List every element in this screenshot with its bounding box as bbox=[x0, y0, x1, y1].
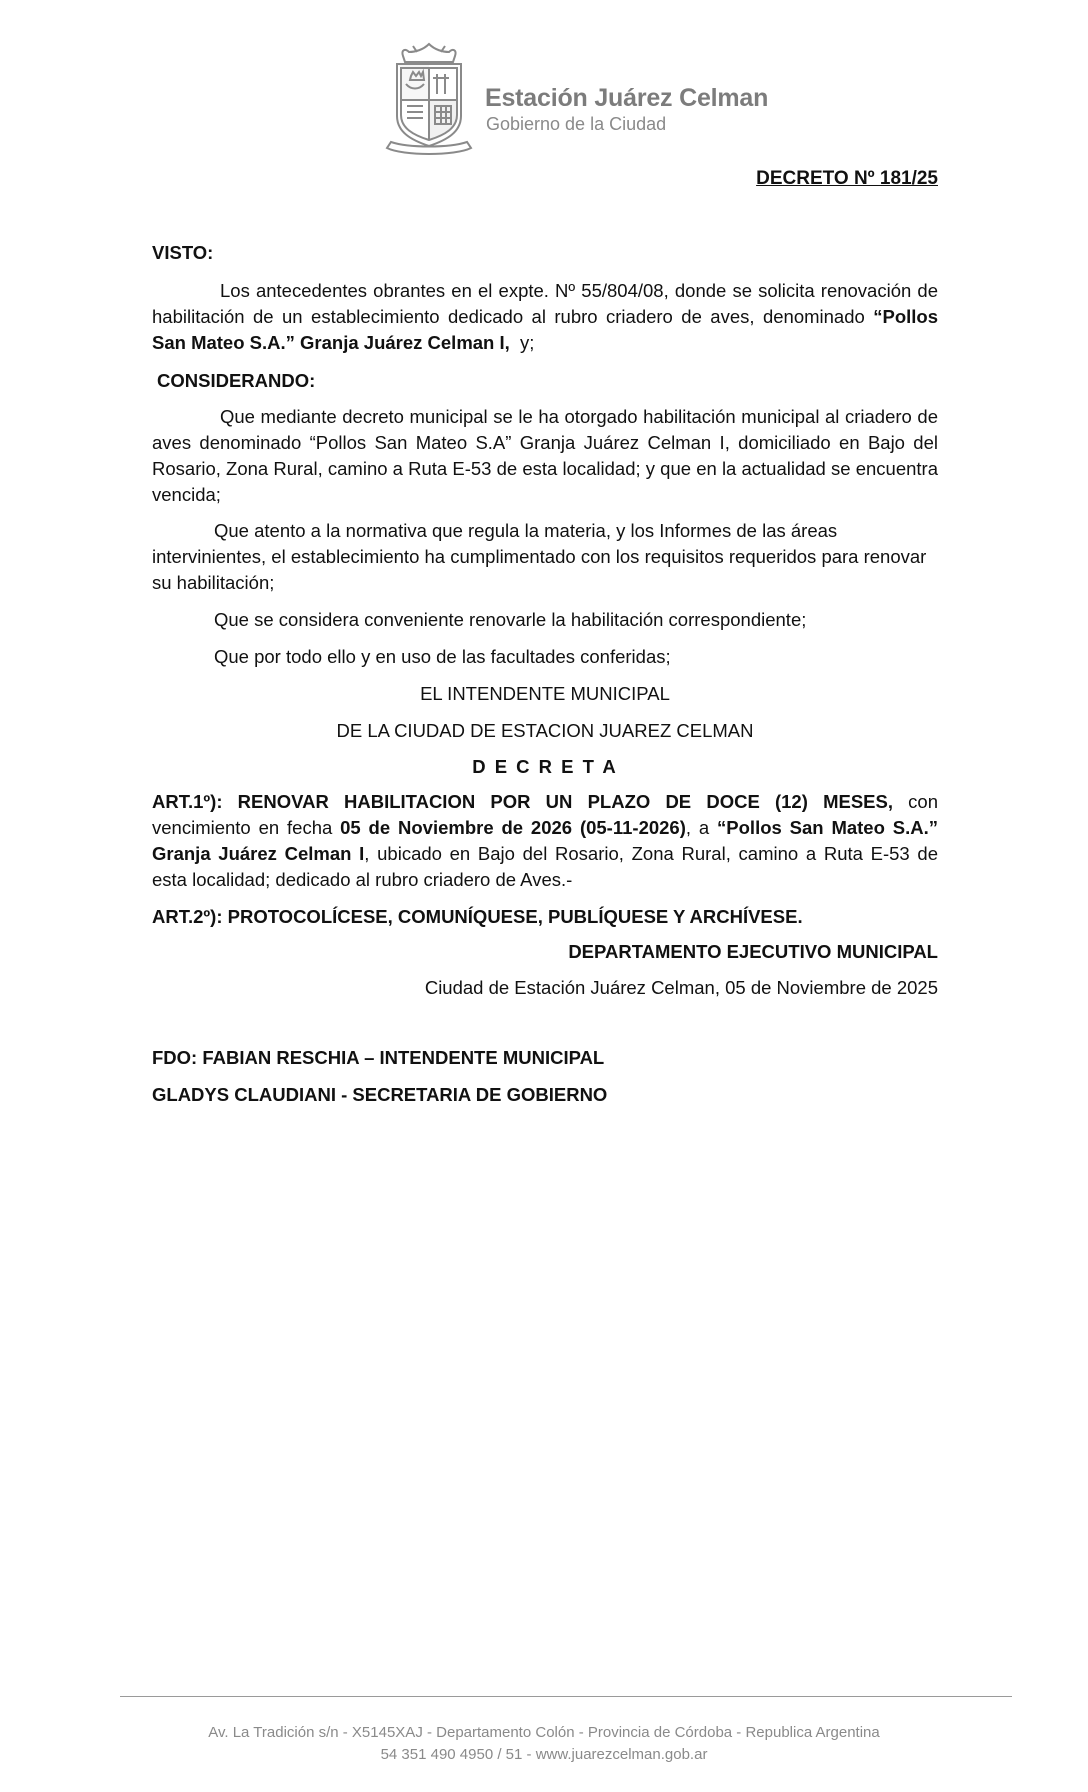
footer-contact: 54 351 490 4950 / 51 - www.juarezcelman.gob.ar bbox=[380, 1746, 708, 1763]
footer-divider bbox=[120, 1696, 1012, 1697]
place-and-date: Ciudad de Estación Juárez Celman, 05 de Noviembre de 2025 bbox=[424, 977, 938, 998]
authority-line-1: EL INTENDENTE MUNICIPAL bbox=[420, 683, 670, 704]
letterhead bbox=[383, 40, 769, 160]
decree-body bbox=[152, 240, 938, 1108]
visto-establishment-name: “Pollos San Mateo S.A.” Granja Juárez Celman I, bbox=[152, 306, 938, 353]
article-1-expiry-date: 05 de Noviembre de 2026 (05-11-2026) bbox=[340, 817, 686, 838]
signature-line-2: GLADYS CLAUDIANI - SECRETARIA DE GOBIERNO bbox=[152, 1084, 608, 1105]
considerando-paragraph-1: Que mediante decreto municipal se le ha otorgado habilitación municipal al criadero de aves denominado “Pollos San Mateo S.A” Granja Juárez Celman I, domiciliado en Bajo del Rosario, Zona Rural, camino a Ruta E-53 de esta localidad; y que en la actualidad se encuentra vencida; bbox=[152, 406, 938, 505]
decree-number: DECRETO Nº 181/25 bbox=[756, 168, 938, 189]
article-1-establishment: “Pollos San Mateo S.A.” Granja Juárez Celman I bbox=[152, 817, 938, 864]
visto-heading: VISTO: bbox=[152, 242, 214, 263]
visto-paragraph bbox=[152, 278, 938, 356]
municipal-crest-logo bbox=[383, 40, 475, 158]
signature-line-1: FDO: FABIAN RESCHIA – INTENDENTE MUNICIPAL bbox=[152, 1047, 605, 1068]
considerando-paragraph-2: Que atento a la normativa que regula la materia, y los Informes de las áreas intervinientes, el establecimiento ha cumplimentado con los requisitos requeridos para renovar su habilitación; bbox=[152, 520, 927, 593]
article-1-text-1: con vencimiento en fecha bbox=[152, 791, 939, 838]
article-1-text-3: , ubicado en Bajo del Rosario, Zona Rural, camino a Ruta E-53 de esta localidad; dedicado al rubro criadero de Aves.- bbox=[152, 843, 938, 890]
page-footer bbox=[0, 1722, 1088, 1766]
authority-line-2: DE LA CIUDAD DE ESTACION JUAREZ CELMAN bbox=[336, 720, 754, 741]
article-1 bbox=[152, 789, 938, 893]
considerando-heading: CONSIDERANDO: bbox=[157, 370, 316, 391]
department-name: DEPARTAMENTO EJECUTIVO MUNICIPAL bbox=[568, 941, 938, 962]
visto-text-1: Los antecedentes obrantes en el expte. Nº 55/804/08, donde se solicita renovación de habilitación de un establecimiento dedicado al rubro criadero de aves, denominado bbox=[152, 280, 938, 327]
brand-name: Estación Juárez Celman bbox=[485, 84, 769, 112]
visto-text-2: y; bbox=[509, 332, 535, 353]
article-2: ART.2º): PROTOCOLÍCESE, COMUNÍQUESE, PUBLÍQUESE Y ARCHÍVESE. bbox=[152, 906, 803, 927]
article-1-text-2: , a bbox=[685, 817, 718, 838]
considerando-paragraph-4: Que por todo ello y en uso de las facultades conferidas; bbox=[214, 646, 671, 667]
considerando-paragraph-3: Que se considera conveniente renovarle la habilitación correspondiente; bbox=[214, 609, 807, 630]
footer-address: Av. La Tradición s/n - X5145XAJ - Departamento Colón - Provincia de Córdoba - Republica Argentina bbox=[208, 1724, 880, 1741]
brand-subtitle: Gobierno de la Ciudad bbox=[486, 114, 667, 134]
article-1-title: ART.1º): RENOVAR HABILITACION POR UN PLAZO DE DOCE (12) MESES, bbox=[152, 791, 893, 812]
decreta-heading: D E C R E T A bbox=[472, 756, 618, 777]
